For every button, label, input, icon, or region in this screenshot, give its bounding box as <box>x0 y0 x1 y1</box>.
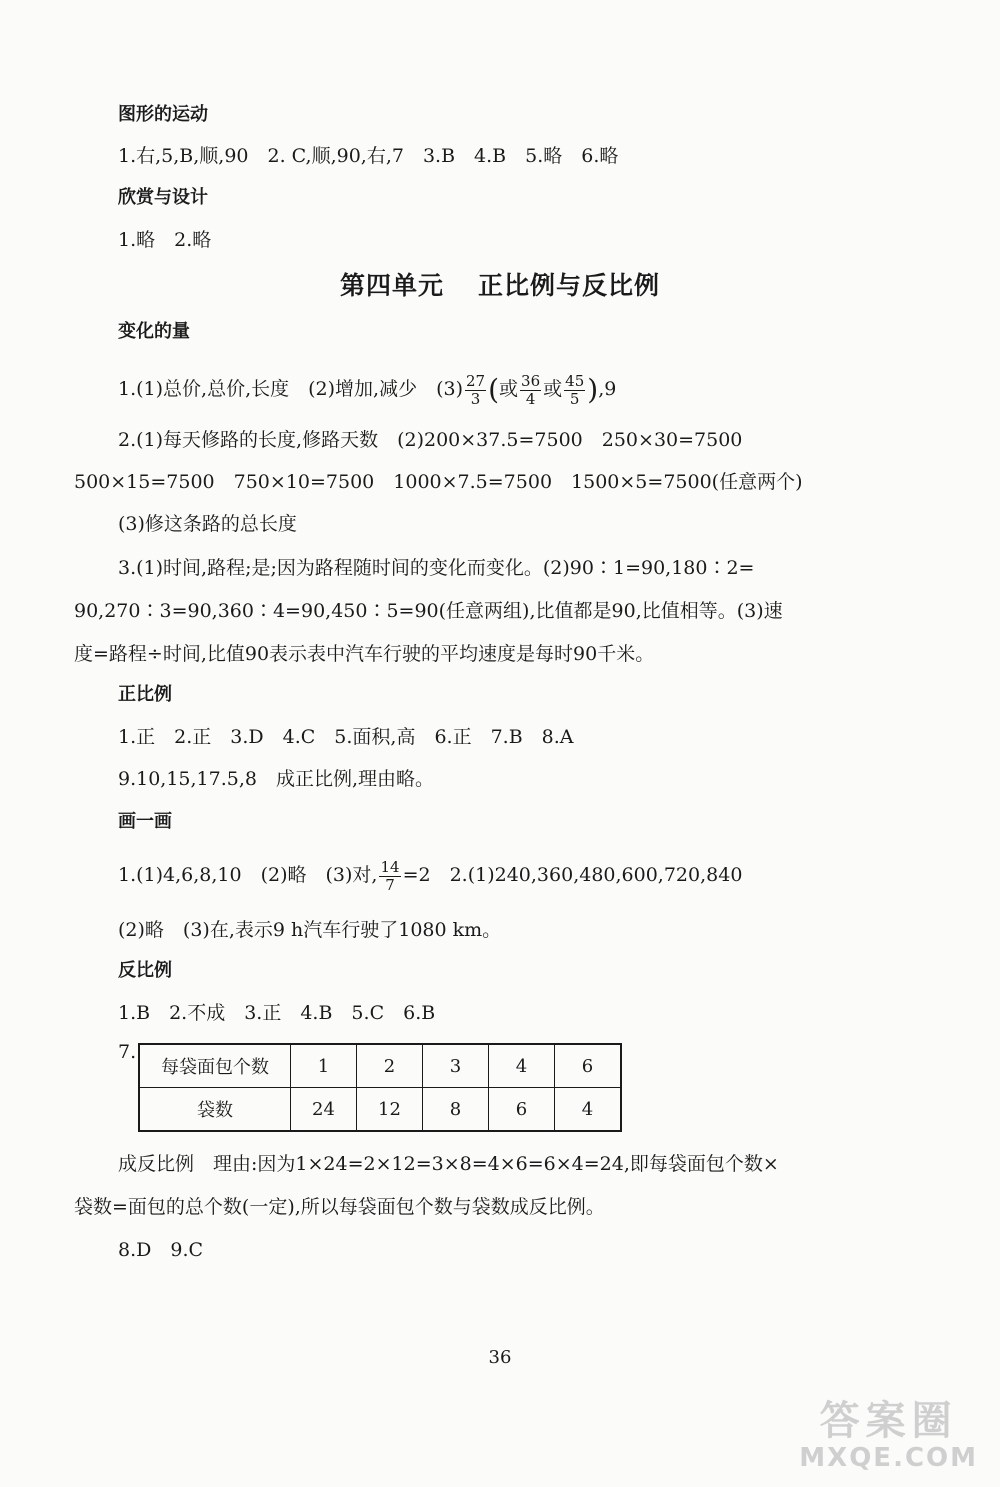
fraction: $\frac{14}{7}$ <box>380 857 400 894</box>
q1-tail: ,9 <box>598 378 617 400</box>
answer-line: (3)修这条路的总长度 <box>118 513 297 535</box>
answer-line: (2)略 (3)在,表示9 h汽车行驶了1080 km。 <box>118 919 502 941</box>
answer-line: 3.(1)时间,路程;是;因为路程随时间的变化而变化。(2)90∶1=90,180∶2= <box>118 557 755 579</box>
table-cell: 8 <box>423 1088 489 1132</box>
bread-table <box>138 1043 622 1132</box>
watermark-url: MXQE.COM <box>799 1443 978 1473</box>
heading-direct: 正比例 <box>118 684 172 705</box>
answer-line: 度=路程÷时间,比值90表示表中汽车行驶的平均速度是每时90千米。 <box>74 643 655 665</box>
draw-text-a: 1.(1)4,6,8,10 (2)略 (3)对, <box>118 864 378 886</box>
answer-line: 500×15=7500 750×10=7500 1000×7.5=7500 1500×5=7500(任意两个) <box>74 471 803 493</box>
or-text: 或 <box>543 378 563 400</box>
table-cell: 4 <box>555 1088 622 1132</box>
table-row <box>139 1088 621 1132</box>
answer-line: 1.正 2.正 3.D 4.C 5.面积,高 6.正 7.B 8.A <box>118 726 574 748</box>
answer-line: 2.(1)每天修路的长度,修路天数 (2)200×37.5=7500 250×30=7500 <box>118 429 743 451</box>
table-cell: 2 <box>357 1044 423 1088</box>
answer-line-fraction <box>118 858 742 894</box>
table-cell: 6 <box>555 1044 622 1088</box>
answer-line-fractions <box>118 372 616 408</box>
heading-draw: 画一画 <box>118 811 172 832</box>
answer-line: 1.B 2.不成 3.正 4.B 5.C 6.B <box>118 1002 436 1024</box>
table-cell: 24 <box>291 1088 357 1132</box>
table-cell: 6 <box>489 1088 555 1132</box>
table-row <box>139 1044 621 1088</box>
answer-line: 1.右,5,B,顺,90 2. C,顺,90,右,7 3.B 4.B 5.略 6.略 <box>118 145 619 167</box>
heading-change: 变化的量 <box>118 321 190 342</box>
heading-inverse: 反比例 <box>118 960 172 981</box>
unit-title <box>0 270 1000 302</box>
answer-line: 8.D 9.C <box>118 1239 204 1261</box>
answer-line: 成反比例 理由:因为1×24=2×12=3×8=4×6=6×4=24,即每袋面包个数× <box>118 1153 779 1175</box>
table-cell: 1 <box>291 1044 357 1088</box>
table-header-cell: 袋数 <box>139 1088 291 1132</box>
table-header-cell: 每袋面包个数 <box>139 1044 291 1088</box>
watermark-text: 答案圈 <box>819 1398 958 1444</box>
heading-design: 欣赏与设计 <box>118 187 208 208</box>
unit-title-left: 第四单元 <box>339 271 444 300</box>
heading-motion: 图形的运动 <box>118 104 208 125</box>
answer-line: 袋数=面包的总个数(一定),所以每袋面包个数与袋数成反比例。 <box>74 1196 605 1218</box>
fraction: $\frac{36}{4}$ <box>521 371 541 408</box>
draw-text-b: =2 2.(1)240,360,480,600,720,840 <box>402 864 743 886</box>
table-cell: 4 <box>489 1044 555 1088</box>
question-7-label: 7. <box>118 1041 137 1063</box>
paren-open: ( <box>488 373 500 406</box>
table-cell: 3 <box>423 1044 489 1088</box>
fraction: $\frac{45}{5}$ <box>565 371 585 408</box>
answer-line: 90,270∶3=90,360∶4=90,450∶5=90(任意两组),比值都是90,比值相等。(3)速 <box>74 600 783 622</box>
watermark-logo <box>799 1399 978 1473</box>
page-number: 36 <box>488 1347 512 1368</box>
answer-line: 1.略 2.略 <box>118 229 212 251</box>
q1-text: 1.(1)总价,总价,长度 (2)增加,减少 (3) <box>118 378 463 400</box>
or-text: 或 <box>499 378 519 400</box>
fraction: $\frac{27}{3}$ <box>466 371 486 408</box>
answer-line: 9.10,15,17.5,8 成正比例,理由略。 <box>118 768 435 790</box>
table-cell: 12 <box>357 1088 423 1132</box>
paren-close: ) <box>587 373 599 406</box>
unit-title-right: 正比例与反比例 <box>478 271 661 300</box>
